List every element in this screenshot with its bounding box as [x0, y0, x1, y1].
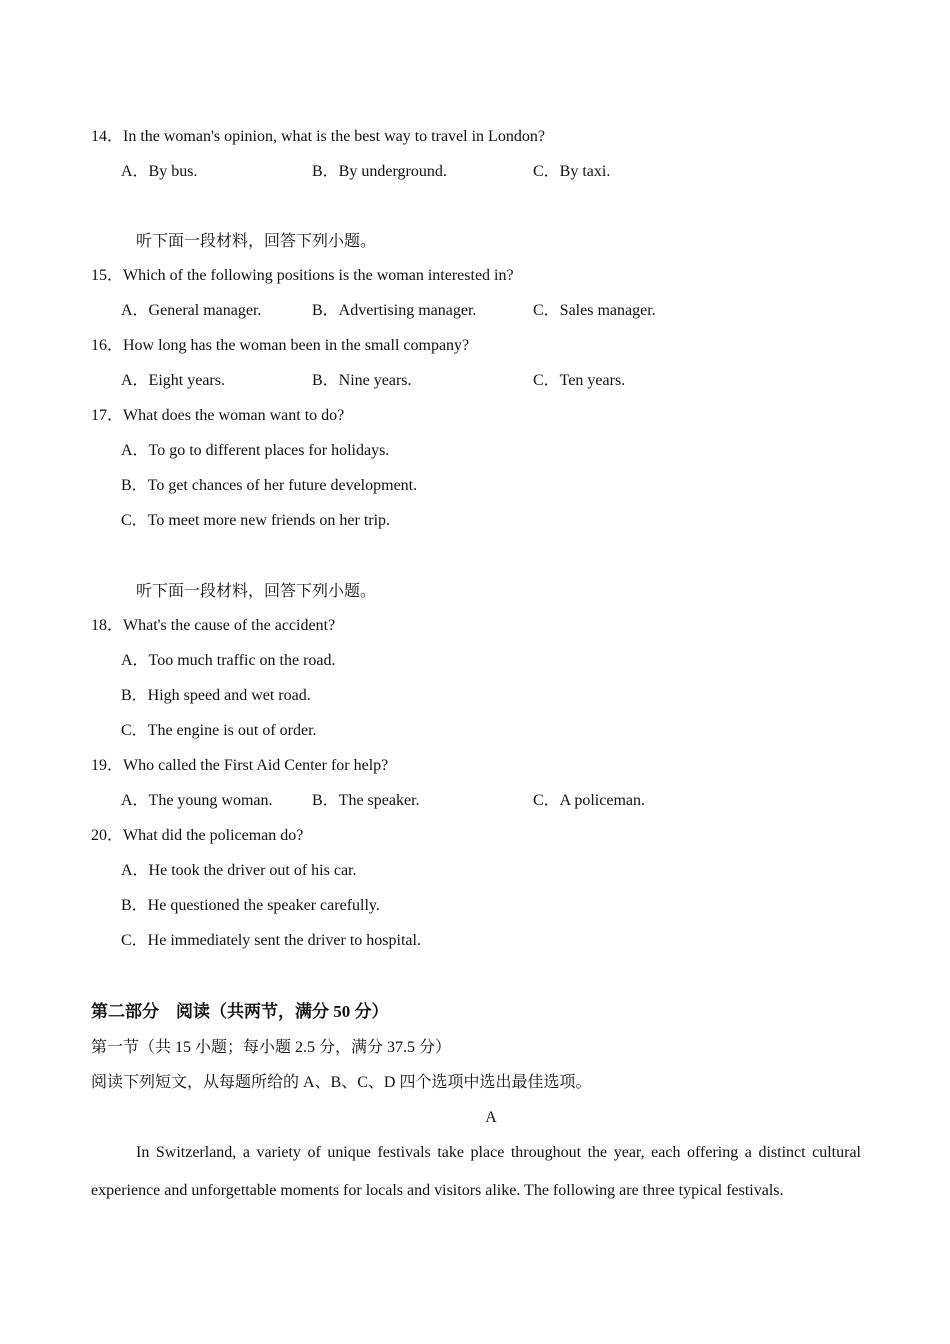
- reading-instruction: 阅读下列短文，从每题所给的 A、B、C、D 四个选项中选出最佳选项。: [91, 1074, 592, 1091]
- question-14-stem: 14．In the woman's opinion, what is the best way to travel in London?: [91, 128, 545, 145]
- listening-intro-2: 听下面一段材料，回答下列小题。: [136, 583, 377, 600]
- section-one-title: 第一节（共 15 小题；每小题 2.5 分，满分 37.5 分）: [91, 1039, 452, 1056]
- question-19-stem: 19．Who called the First Aid Center for help?: [91, 757, 389, 774]
- question-18-stem: 18．What's the cause of the accident?: [91, 617, 336, 634]
- question-15-option-b: B．Advertising manager.: [312, 302, 477, 319]
- listening-intro-1: 听下面一段材料，回答下列小题。: [136, 233, 377, 250]
- question-16-stem: 16．How long has the woman been in the small company?: [91, 337, 470, 354]
- question-14-option-c: C．By taxi.: [533, 163, 611, 180]
- question-20-stem: 20．What did the policeman do?: [91, 827, 304, 844]
- question-14-option-b: B．By underground.: [312, 163, 447, 180]
- question-16-option-a: A．Eight years.: [121, 372, 225, 389]
- question-17-option-a: A．To go to different places for holidays.: [121, 442, 390, 459]
- question-14-option-a: A．By bus.: [121, 163, 198, 180]
- question-18-option-c: C．The engine is out of order.: [121, 722, 317, 739]
- passage-paragraph: In Switzerland, a variety of unique festivals take place throughout the year, each offering a distinct cultural experience and unforgettable moments for locals and visitors alike. The following are three typical festivals.: [91, 1144, 861, 1199]
- passage-label: A: [485, 1109, 497, 1126]
- question-20-option-a: A．He took the driver out of his car.: [121, 862, 357, 879]
- question-16-option-c: C．Ten years.: [533, 372, 626, 389]
- question-19-option-b: B．The speaker.: [312, 792, 420, 809]
- question-18-option-a: A．Too much traffic on the road.: [121, 652, 336, 669]
- question-18-option-b: B．High speed and wet road.: [121, 687, 311, 704]
- question-17-stem: 17．What does the woman want to do?: [91, 407, 345, 424]
- question-15-option-a: A．General manager.: [121, 302, 262, 319]
- part-two-title: 第二部分 阅读（共两节，满分 50 分）: [91, 1002, 389, 1021]
- question-17-option-c: C．To meet more new friends on her trip.: [121, 512, 391, 529]
- question-20-option-b: B．He questioned the speaker carefully.: [121, 897, 380, 914]
- question-15-stem: 15．Which of the following positions is the woman interested in?: [91, 267, 514, 284]
- question-20-option-c: C．He immediately sent the driver to hospital.: [121, 932, 421, 949]
- question-19-option-a: A．The young woman.: [121, 792, 273, 809]
- question-19-option-c: C．A policeman.: [533, 792, 645, 809]
- question-16-option-b: B．Nine years.: [312, 372, 412, 389]
- question-17-option-b: B．To get chances of her future development.: [121, 477, 418, 494]
- question-15-option-c: C．Sales manager.: [533, 302, 656, 319]
